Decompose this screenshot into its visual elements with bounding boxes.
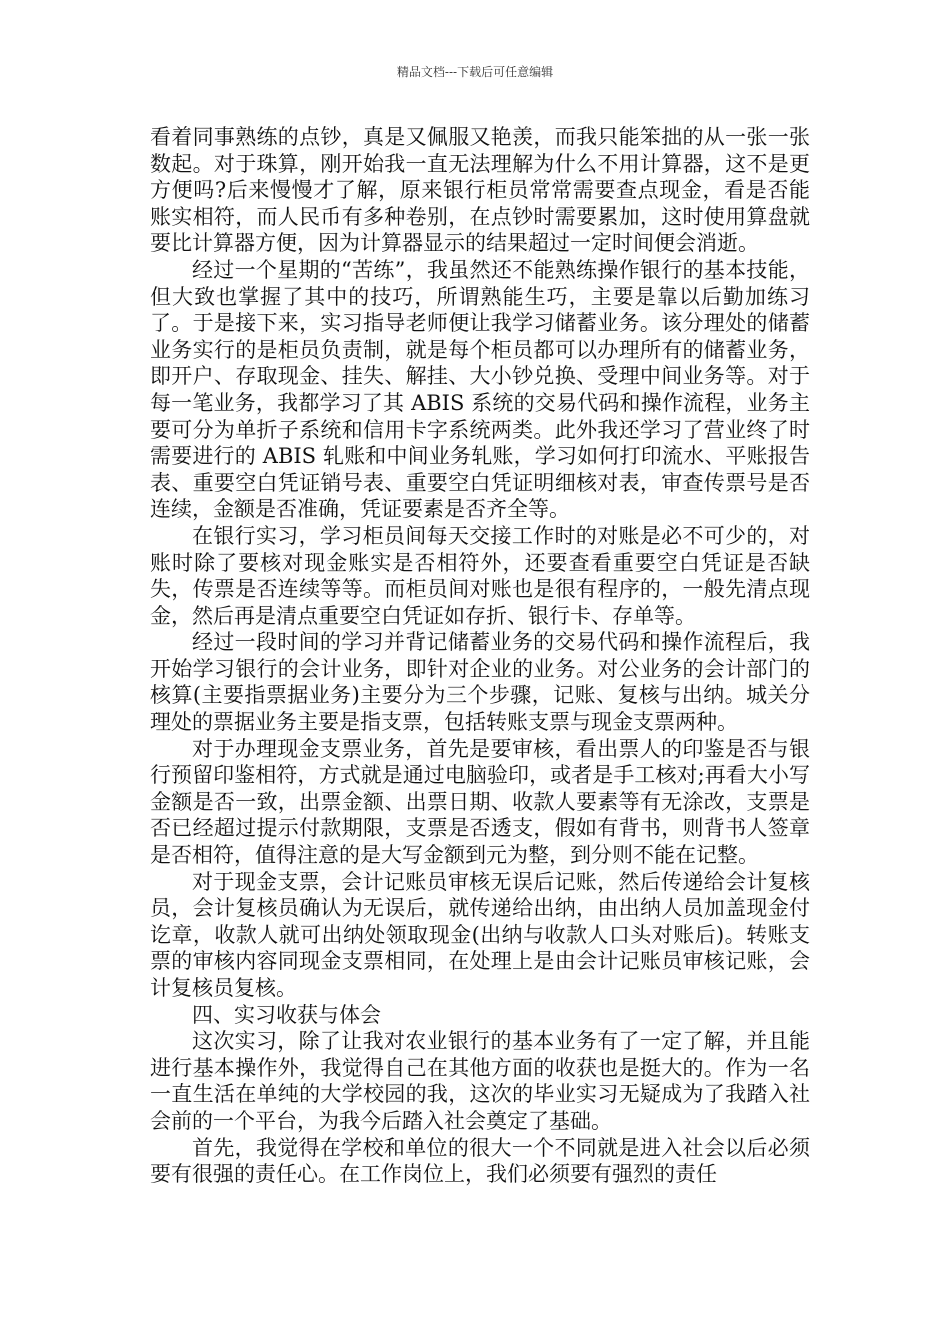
- header-note: 精品文档---下载后可任意编辑: [396, 65, 554, 79]
- paragraph-8: 首先，我觉得在学校和单位的很大一个不同就是进入社会以后必须要有很强的责任心。在工作岗位上，我们必须要有强烈的责任: [150, 1135, 810, 1187]
- section-heading: 四、实习收获与体会: [192, 1002, 381, 1027]
- paragraph-1: 看着同事熟练的点钞，真是又佩服又艳羡，而我只能笨拙的从一张一张数起。对于珠算，刚开始我一直无法理解为什么不用计算器，这不是更方便吗?后来慢慢才了解，原来银行柜员常常需要查点现金，看是否能账实相符，而人民币有多种卷别，在点钞时需要累加，这时使用算盘就要比计算器方便，因为计算器显示的结果超过一定时间便会消逝。: [150, 125, 810, 256]
- paragraph-7: 这次实习，除了让我对农业银行的基本业务有了一定了解，并且能进行基本操作外，我觉得自己在其他方面的收获也是挺大的。作为一名一直生活在单纯的大学校园的我，这次的毕业实习无疑成为了我踏入社会前的一个平台，为我今后踏入社会奠定了基础。: [150, 1029, 810, 1133]
- paragraph-3: 在银行实习，学习柜员间每天交接工作时的对账是必不可少的，对账时除了要核对现金账实是否相符外，还要查看重要空白凭证是否缺失，传票是否连续等等。而柜员间对账也是很有程序的，一般先清点现金，然后再是清点重要空白凭证如存折、银行卡、存单等。: [150, 523, 810, 628]
- paragraph-5: 对于办理现金支票业务，首先是要审核，看出票人的印鉴是否与银行预留印鉴相符，方式就是通过电脑验印，或者是手工核对;再看大小写金额是否一致，出票金额、出票日期、收款人要素等有无涂改，支票是否已经超过提示付款期限，支票是否透支，假如有背书，则背书人签章是否相符，值得注意的是大写金额到元为整，到分则不能在记整。: [150, 736, 810, 868]
- paragraph-6: 对于现金支票，会计记账员审核无误后记账，然后传递给会计复核员，会计复核员确认为无误后，就传递给出纳，由出纳人员加盖现金付讫章，收款人就可出纳处领取现金(出纳与收款人口头对账后)。转账支票的审核内容同现金支票相同，在处理上是由会计记账员审核记账，会计复核员复核。: [150, 869, 810, 1000]
- paragraph-4: 经过一段时间的学习并背记储蓄业务的交易代码和操作流程后，我开始学习银行的会计业务，即针对企业的业务。对公业务的会计部门的核算(主要指票据业务)主要分为三个步骤，记账、复核与出纳。城关分理处的票据业务主要是指支票，包括转账支票与现金支票两种。: [150, 630, 810, 735]
- body-text: [150, 124, 810, 1188]
- paragraph-2: 经过一个星期的“苦练”，我虽然还不能熟练操作银行的基本技能，但大致也掌握了其中的技巧，所谓熟能生巧，主要是靠以后勤加练习了。于是接下来，实习指导老师便让我学习储蓄业务。该分理处的储蓄业务实行的是柜员负责制，就是每个柜员都可以办理所有的储蓄业务，即开户、存取现金、挂失、解挂、大小钞兑换、受理中间业务等。对于每一笔业务，我都学习了其 ABIS 系统的交易代码和操作流程，业务主要可分为单折子系统和信用卡字系统两类。此外我还学习了营业终了时需要进行的 ABIS 轧账和中间业务轧账，学习如何打印流水、平账报告表、重要空白凭证销号表、重要空白凭证明细核对表，审查传票号是否连续，金额是否准确，凭证要素是否齐全等。: [150, 257, 810, 522]
